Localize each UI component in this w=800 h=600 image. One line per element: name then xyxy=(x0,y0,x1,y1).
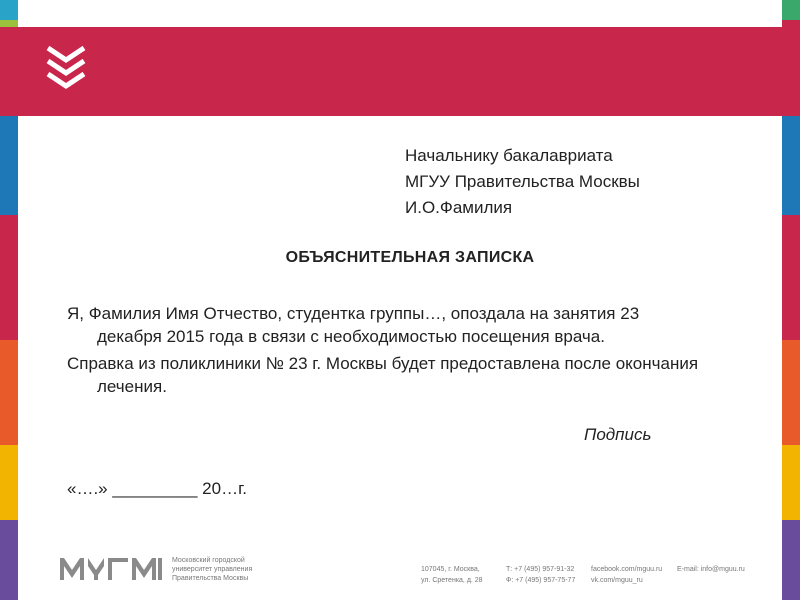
footer-email xyxy=(677,564,745,575)
triple-chevron-down-icon xyxy=(45,45,87,89)
date-line: «….» _________ 20…г. xyxy=(67,479,247,498)
address-line-1: 107045, г. Москва, xyxy=(421,566,480,573)
university-name xyxy=(172,556,252,583)
org-name-line-2: университет управления xyxy=(172,566,253,573)
addressee-block xyxy=(405,143,640,221)
addressee-position: Начальнику бакалавриата xyxy=(405,146,613,165)
address-line-2: ул. Сретенка, д. 28 xyxy=(421,577,483,584)
email-link[interactable]: E-mail: info@mguu.ru xyxy=(677,566,745,573)
document-title: ОБЪЯСНИТЕЛЬНАЯ ЗАПИСКА xyxy=(285,249,535,266)
footer-phones xyxy=(506,564,575,586)
org-name-line-1: Московский городской xyxy=(172,557,245,564)
vk-link[interactable]: vk.com/mguu_ru xyxy=(591,577,643,584)
paragraph-certificate: Справка из поликлиники № 23 г. Москвы будет предоставлена после окончания лечения. xyxy=(67,354,699,396)
university-logo xyxy=(60,556,164,582)
header-banner xyxy=(0,27,800,116)
footer-address xyxy=(421,564,483,586)
addressee-organization: МГУУ Правительства Москвы xyxy=(405,172,640,191)
footer-social xyxy=(591,564,662,586)
phone-line: Т: +7 (495) 957-91-32 xyxy=(506,566,575,573)
facebook-link[interactable]: facebook.com/mguu.ru xyxy=(591,566,663,573)
footer xyxy=(0,550,800,600)
addressee-name: И.О.Фамилия xyxy=(405,198,513,217)
document-body xyxy=(67,302,707,398)
fax-line: Ф: +7 (495) 957-75-77 xyxy=(506,577,576,584)
paragraph-explanation: Я, Фамилия Имя Отчество, студентка группы…, опоздала на занятия 23 декабря 2015 года в связи с необходимостью посещения врача. xyxy=(67,304,640,346)
org-name-line-3: Правительства Москвы xyxy=(172,575,249,582)
signature-label: Подпись xyxy=(584,425,652,444)
